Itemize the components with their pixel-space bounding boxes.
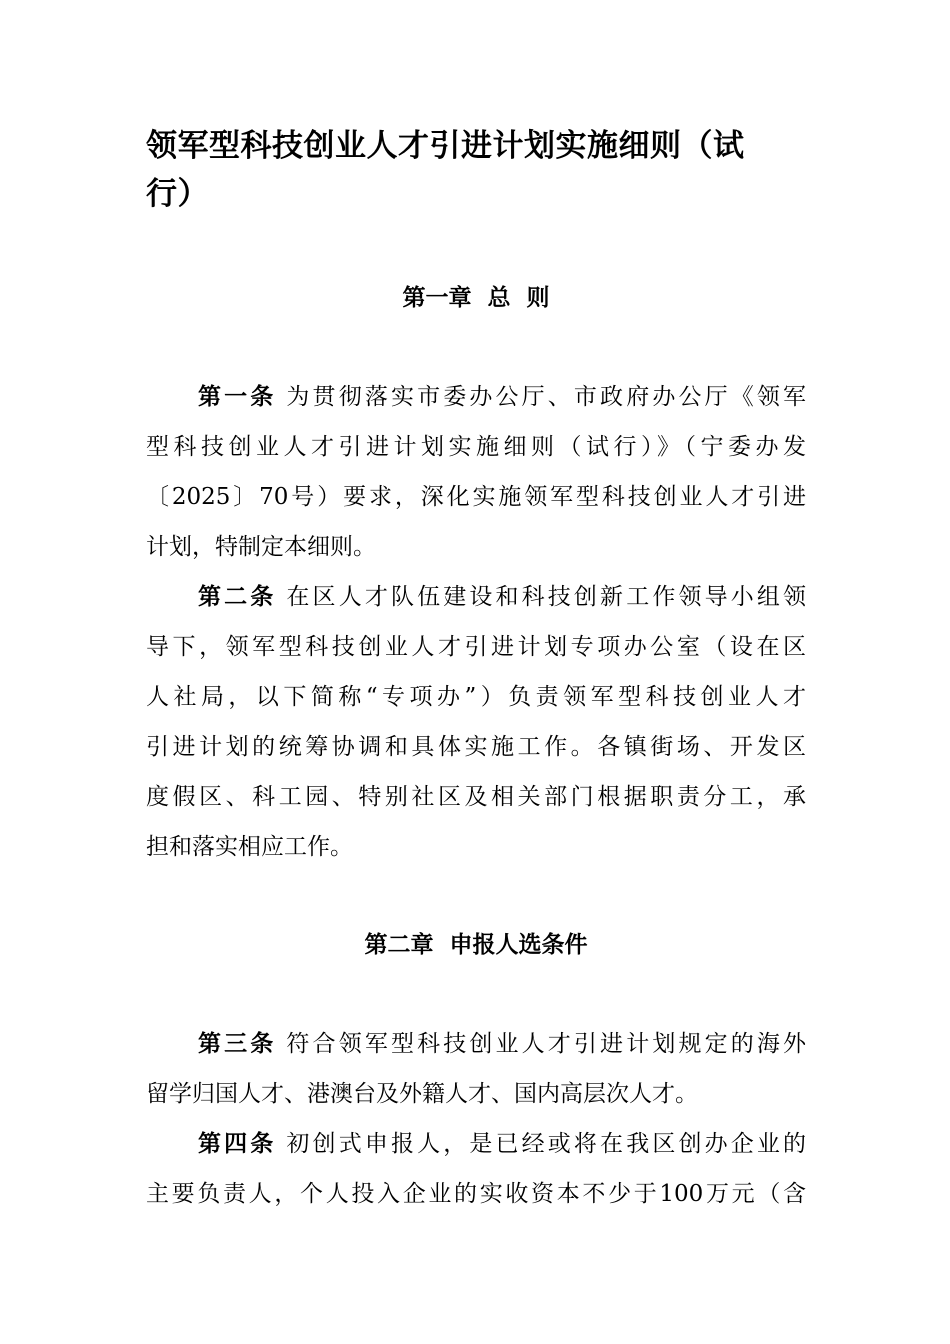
- article-1: [146, 372, 806, 572]
- article-line: 度假区、科工园、特别社区及相关部门根据职责分工，承: [146, 784, 806, 810]
- article-line: 型科技创业人才引进计划实施细则（试行）》（宁委办发: [146, 434, 806, 460]
- article-text: 初创式申报人，是已经或将在我区创办企业的: [286, 1131, 807, 1157]
- article-line: 〔2025〕70号）要求，深化实施领军型科技创业人才引进: [146, 484, 806, 510]
- article-line: [146, 372, 806, 422]
- article-text: 在区人才队伍建设和科技创新工作领导小组领: [286, 584, 807, 610]
- article-number: 第三条: [198, 1031, 277, 1057]
- article-number: 第一条: [198, 384, 277, 410]
- article-2: [146, 572, 806, 872]
- article-line: 人社局，以下简称“专项办”）负责领军型科技创业人才: [146, 684, 806, 710]
- document-title-line-1: 领军型科技创业人才引进计划实施细则（试: [146, 128, 745, 164]
- document-title: [146, 122, 806, 218]
- article-4: [146, 1119, 806, 1219]
- article-line: [146, 572, 806, 622]
- article-line: 计划，特制定本细则。: [146, 534, 376, 560]
- article-number: 第四条: [198, 1131, 277, 1157]
- chapter-heading-2: 第二章 申报人选条件: [364, 932, 588, 958]
- document-title-line-2: 行）: [146, 176, 209, 212]
- article-line: 导下，领军型科技创业人才引进计划专项办公室（设在区: [146, 634, 806, 660]
- article-line: 担和落实相应工作。: [146, 834, 353, 860]
- article-line: 留学归国人才、港澳台及外籍人才、国内高层次人才。: [146, 1081, 698, 1107]
- article-text: 符合领军型科技创业人才引进计划规定的海外: [286, 1031, 807, 1057]
- article-line: [146, 1019, 806, 1069]
- article-text: 为贯彻落实市委办公厅、市政府办公厅《领军: [286, 384, 807, 410]
- article-number: 第二条: [198, 584, 277, 610]
- article-line: [146, 1119, 806, 1169]
- article-line: 主要负责人，个人投入企业的实收资本不少于100万元（含: [146, 1181, 806, 1207]
- article-line: 引进计划的统筹协调和具体实施工作。各镇街场、开发区: [146, 734, 806, 760]
- chapter-heading-1: 第一章 总 则: [402, 285, 550, 311]
- article-3: [146, 1019, 806, 1119]
